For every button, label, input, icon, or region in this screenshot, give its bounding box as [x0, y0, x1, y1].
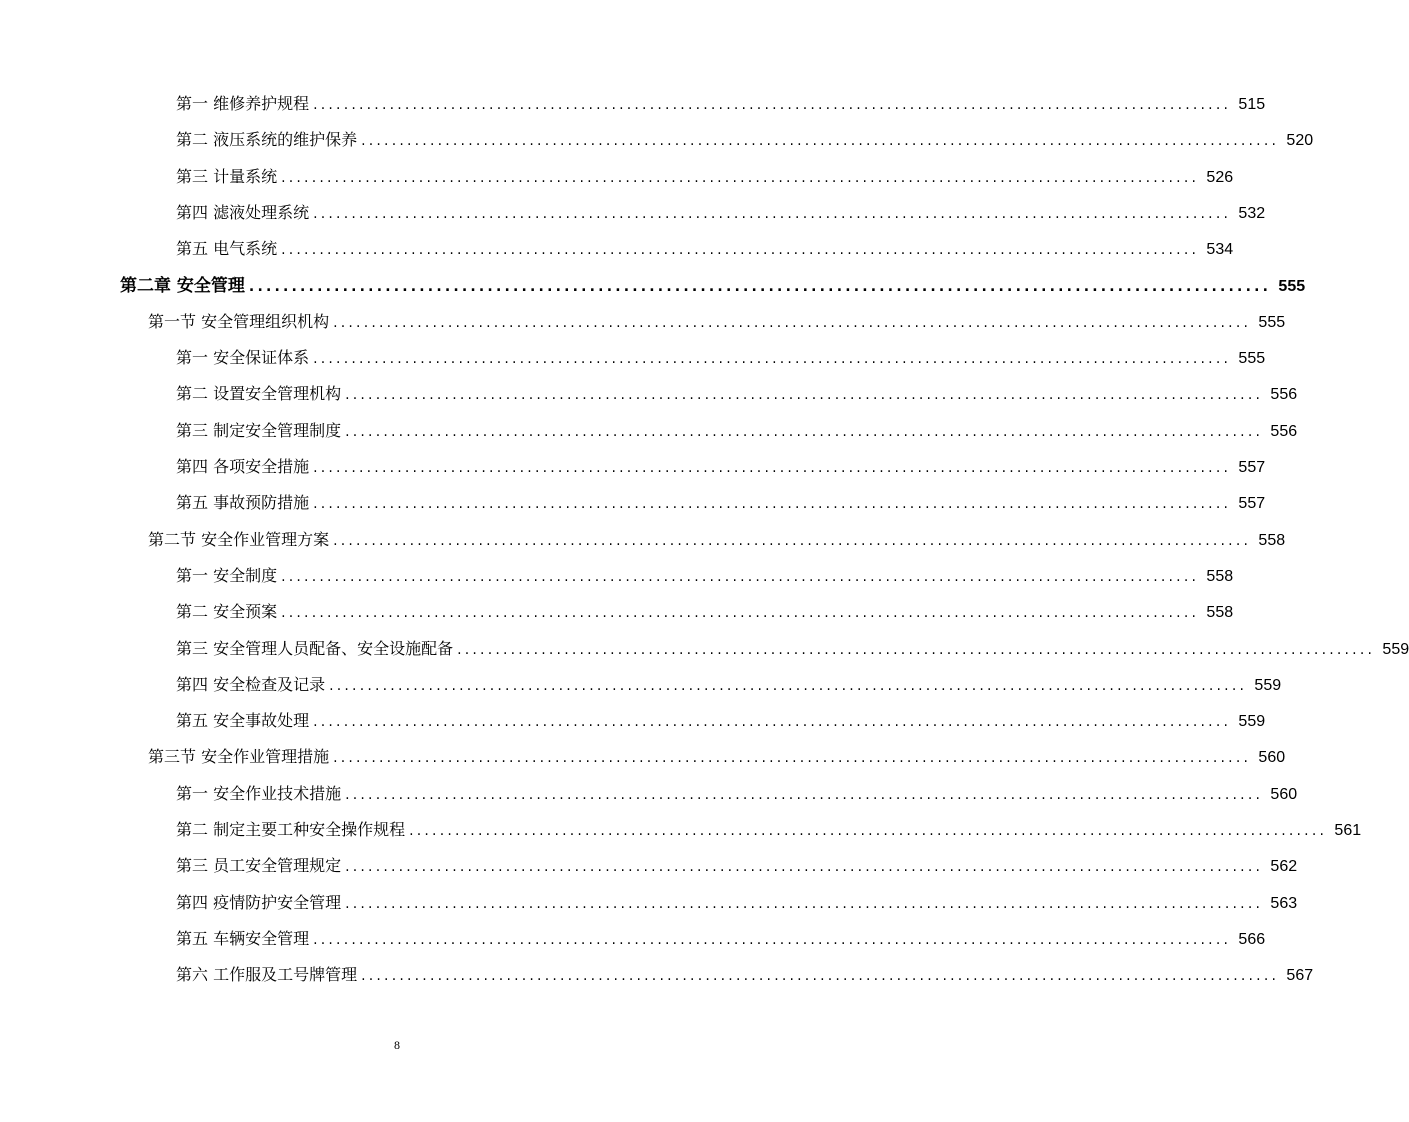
toc-entry-page-number: 555	[1238, 350, 1266, 368]
toc-dot-leader: ........................................................................................................................	[345, 859, 1264, 876]
toc-entry-label: 第一 安全保证体系	[176, 348, 310, 368]
toc-entry-label: 第六 工作服及工号牌管理	[176, 965, 358, 985]
toc-entry-page-number: 559	[1238, 713, 1266, 731]
footer-page-number: 8	[394, 1038, 400, 1052]
toc-subsection-entry[interactable]	[176, 163, 1234, 191]
toc-subsection-entry[interactable]	[176, 961, 1314, 989]
toc-subsection-entry[interactable]	[176, 380, 1298, 408]
toc-entry-page-number: 520	[1286, 132, 1314, 150]
toc-entry-page-number: 563	[1270, 894, 1298, 912]
toc-subsection-entry[interactable]	[176, 925, 1266, 953]
toc-dot-leader: ........................................................................................................................	[313, 351, 1232, 368]
toc-entry-label: 第一 维修养护规程	[176, 94, 310, 113]
toc-entry-page-number: 557	[1238, 495, 1266, 513]
toc-dot-leader: ........................................................................................................................	[333, 750, 1252, 767]
toc-dot-leader: ........................................................................................................................	[457, 641, 1376, 658]
toc-dot-leader: ........................................................................................................................	[333, 532, 1252, 549]
toc-entry-label: 第三 安全管理人员配备、安全设施配备	[176, 638, 454, 658]
toc-entry-page-number: 558	[1258, 531, 1286, 549]
toc-entry-label: 第二 安全预案	[176, 602, 278, 622]
toc-entry-label: 第二节 安全作业管理方案	[148, 529, 330, 549]
toc-entry-page-number: 526	[1206, 168, 1234, 186]
toc-entry-label: 第四 疫情防护安全管理	[176, 892, 342, 912]
toc-entry-label: 第五 安全事故处理	[176, 711, 310, 731]
toc-dot-leader: ........................................................................................................................	[409, 823, 1328, 839]
toc-entry-label: 第三 制定安全管理制度	[176, 420, 342, 440]
toc-subsection-entry[interactable]	[176, 852, 1298, 880]
toc-entry-page-number: 555	[1278, 277, 1306, 295]
toc-subsection-entry[interactable]	[176, 126, 1314, 154]
toc-subsection-entry[interactable]	[176, 707, 1266, 735]
toc-dot-leader: ........................................................................................................................	[313, 205, 1232, 222]
toc-entry-page-number: 556	[1270, 422, 1298, 440]
toc-entry-label: 第四 安全检查及记录	[176, 674, 326, 694]
toc-section-entry[interactable]	[148, 743, 1286, 771]
toc-entry-page-number: 556	[1270, 386, 1298, 404]
toc-entry-page-number: 559	[1254, 676, 1282, 694]
toc-dot-leader: ........................................................................................................................	[345, 423, 1264, 440]
toc-entry-page-number: 515	[1238, 96, 1266, 113]
toc-entry-page-number: 559	[1382, 640, 1409, 658]
toc-subsection-entry[interactable]	[176, 598, 1234, 626]
toc-chapter-entry[interactable]	[120, 272, 1306, 300]
toc-entry-label: 第五 事故预防措施	[176, 493, 310, 513]
toc-dot-leader: ........................................................................................................................	[361, 133, 1280, 150]
toc-dot-leader: ........................................................................................................................	[281, 568, 1200, 585]
toc-entry-page-number: 558	[1206, 567, 1234, 585]
toc-entry-page-number: 567	[1286, 967, 1314, 985]
toc-subsection-entry[interactable]	[176, 90, 1266, 118]
toc-entry-label: 第二 液压系统的维护保养	[176, 130, 358, 150]
toc-dot-leader: ........................................................................................................................	[345, 895, 1264, 912]
toc-entry-label: 第一节 安全管理组织机构	[148, 311, 330, 331]
toc-dot-leader: ........................................................................................................................	[248, 278, 1272, 295]
toc-entry-label: 第三节 安全作业管理措施	[148, 747, 330, 767]
toc-subsection-entry[interactable]	[176, 635, 1409, 663]
toc-entry-page-number: 557	[1238, 459, 1266, 476]
toc-dot-leader: ........................................................................................................................	[281, 242, 1200, 259]
toc-dot-leader: ........................................................................................................................	[281, 169, 1200, 186]
toc-entry-page-number: 558	[1206, 604, 1234, 622]
toc-dot-leader: ........................................................................................................................	[313, 97, 1232, 113]
toc-entry-label: 第五 电气系统	[176, 239, 278, 259]
toc-entry-page-number: 532	[1238, 204, 1266, 222]
toc-entry-label: 第三 计量系统	[176, 166, 278, 186]
toc-dot-leader: ........................................................................................................................	[313, 714, 1232, 731]
toc-entry-label: 第一 安全作业技术措施	[176, 783, 342, 803]
toc-entry-label: 第二章 安全管理	[120, 275, 245, 296]
toc-dot-leader: ........................................................................................................................	[361, 968, 1280, 985]
toc-entry-label: 第一 安全制度	[176, 565, 278, 585]
toc-dot-leader: ........................................................................................................................	[313, 931, 1232, 948]
toc-entry-page-number: 560	[1270, 785, 1298, 803]
toc-dot-leader: ........................................................................................................................	[333, 314, 1252, 331]
toc-section-entry[interactable]	[148, 526, 1286, 554]
toc-subsection-entry[interactable]	[176, 489, 1266, 517]
toc-subsection-entry[interactable]	[176, 417, 1298, 445]
toc-dot-leader: ........................................................................................................................	[329, 677, 1248, 694]
toc-entry-label: 第四 滤液处理系统	[176, 202, 310, 222]
toc-dot-leader: ........................................................................................................................	[281, 605, 1200, 622]
toc-dot-leader: ........................................................................................................................	[313, 460, 1232, 476]
toc-entry-label: 第二 设置安全管理机构	[176, 384, 342, 404]
toc-entry-page-number: 561	[1334, 822, 1362, 839]
toc-subsection-entry[interactable]	[176, 453, 1266, 481]
toc-section-entry[interactable]	[148, 308, 1286, 336]
toc-entry-label: 第二 制定主要工种安全操作规程	[176, 820, 406, 839]
toc-dot-leader: ........................................................................................................................	[345, 786, 1264, 803]
toc-dot-leader: ........................................................................................................................	[313, 496, 1232, 513]
toc-subsection-entry[interactable]	[176, 889, 1298, 917]
toc-entry-page-number: 534	[1206, 241, 1234, 259]
toc-entry-page-number: 560	[1258, 749, 1286, 767]
toc-subsection-entry[interactable]	[176, 235, 1234, 263]
toc-subsection-entry[interactable]	[176, 344, 1266, 372]
toc-entry-page-number: 562	[1270, 858, 1298, 876]
toc-subsection-entry[interactable]	[176, 199, 1266, 227]
toc-dot-leader: ........................................................................................................................	[345, 387, 1264, 404]
toc-entry-label: 第五 车辆安全管理	[176, 928, 310, 948]
toc-subsection-entry[interactable]	[176, 671, 1282, 699]
toc-entry-label: 第三 员工安全管理规定	[176, 856, 342, 876]
toc-subsection-entry[interactable]	[176, 816, 1362, 844]
toc-subsection-entry[interactable]	[176, 780, 1298, 808]
toc-subsection-entry[interactable]	[176, 562, 1234, 590]
toc-entry-page-number: 566	[1238, 930, 1266, 948]
toc-entry-page-number: 555	[1258, 313, 1286, 331]
toc-entry-label: 第四 各项安全措施	[176, 457, 310, 476]
